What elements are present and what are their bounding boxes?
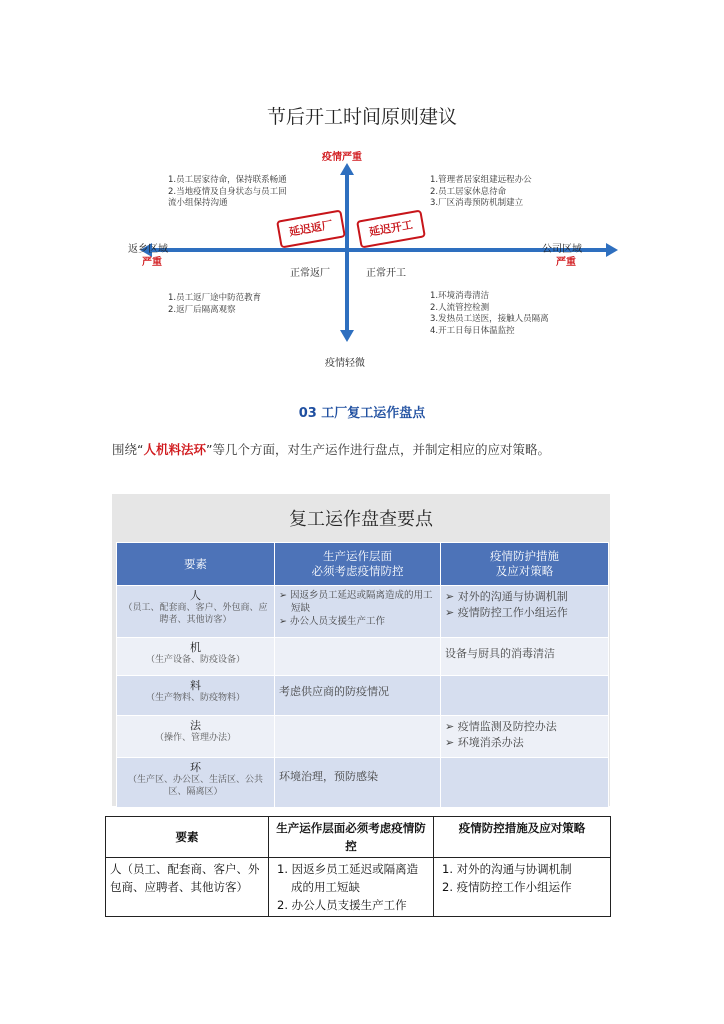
factor-cell: 人（员工、配套商、客户、外包商、应聘者、其他访客）	[106, 858, 269, 917]
factor-name: 机	[190, 641, 201, 654]
bullet-item: ➢ 因返乡员工延迟或隔离造成的用工短缺	[279, 590, 433, 614]
quad-line: 3.发热员工送医，接触人员隔离	[430, 314, 549, 324]
factor-sub: （操作、管理办法）	[154, 733, 236, 743]
table-row	[117, 758, 609, 808]
table-row	[117, 638, 609, 676]
bullet-item: ➢ 对外的沟通与协调机制	[445, 590, 568, 603]
arrow-up-icon	[340, 163, 354, 175]
quadrant-bottom-left	[168, 293, 261, 316]
production-cell	[275, 638, 441, 676]
protection-cell	[441, 758, 609, 808]
arrow-down-icon	[340, 330, 354, 342]
table-row	[106, 858, 611, 917]
header-production: 生产运作层面必须考虑疫情防控	[269, 817, 434, 858]
bullet-text: 因返乡员工延迟或隔离造成的用工短缺	[289, 590, 433, 614]
protection-cell	[434, 858, 611, 917]
bullet-text: 疫情监测及防控办法	[457, 720, 557, 733]
header-factor: 要素	[106, 817, 269, 858]
production-cell	[275, 676, 441, 716]
axis-left-label: 返乡区域	[128, 244, 168, 255]
section-heading: 03 工厂复工运作盘点	[298, 406, 426, 421]
factor-sub: （生产区、办公区、生活区、公共区、隔离区）	[127, 775, 263, 797]
factor-cell	[117, 716, 275, 758]
para-text: ”等几个方面，对生产运作进行盘点，并制定相应的应对策略。	[206, 442, 550, 457]
table-row	[117, 716, 609, 758]
list-item: 1. 对外的沟通与协调机制	[442, 862, 572, 876]
bullet-text: 疫情防控工作小组运作	[457, 606, 568, 619]
axis-right-sub: 严重	[556, 257, 576, 268]
header-text: 生产运作层面 必须考虑疫情防控	[311, 549, 404, 578]
quadrant-bottom-right	[430, 291, 549, 337]
factor-name: 料	[190, 679, 201, 692]
factor-sub: （生产设备、防疫设备）	[145, 655, 245, 665]
production-cell	[275, 716, 441, 758]
quad-line: 2.人流管控检测	[430, 302, 490, 313]
bullet-text: 环境消杀办法	[457, 736, 524, 749]
quad-line: 1.环境消毒清洁	[430, 291, 490, 301]
vertical-axis	[345, 172, 349, 332]
quad-line: 3.厂区消毒预防机制建立	[430, 198, 524, 208]
stamp-delay-start: 延迟开工	[356, 209, 426, 248]
table-row	[117, 586, 609, 638]
bullet-item: ➢ 办公人员支援生产工作	[279, 616, 385, 627]
bullet-text: 对外的沟通与协调机制	[457, 590, 568, 603]
para-text: 围绕“	[112, 442, 144, 457]
table-image-title: 复工运作盘查要点	[289, 509, 433, 530]
quad-line: 1.员工居家待命，保持联系畅通	[168, 175, 287, 185]
bullet-item: ➢ 环境消杀办法	[445, 736, 524, 749]
factor-name: 人	[190, 589, 201, 602]
table-header-row	[117, 543, 609, 586]
bullet-item: ➢ 疫情监测及防控办法	[445, 720, 557, 733]
factor-name: 法	[190, 719, 201, 732]
horizontal-axis	[150, 248, 610, 252]
bullet-item: ➢ 疫情防控工作小组运作	[445, 606, 568, 619]
factor-cell	[117, 758, 275, 808]
production-cell	[269, 858, 434, 917]
header-production	[275, 543, 441, 586]
text-table-header	[106, 817, 611, 858]
axis-left-sub: 严重	[142, 257, 162, 268]
checkpoint-table	[116, 542, 609, 808]
protection-cell	[441, 676, 609, 716]
axis-bottom-label: 疫情轻微	[325, 358, 365, 369]
table-row	[117, 676, 609, 716]
arrow-right-icon	[606, 243, 618, 257]
header-text: 疫情防护措施 及应对策略	[490, 549, 559, 578]
quad-line: 2.当地疫情及自身状态与员工回	[168, 186, 287, 197]
list-item: 1. 因返乡员工延迟或隔离造成的用工短缺	[277, 862, 419, 894]
factor-name: 环	[190, 761, 201, 774]
cell-text: 设备与厨具的消毒清洁	[445, 647, 555, 660]
protection-cell	[441, 586, 609, 638]
section-paragraph	[112, 440, 620, 460]
para-highlight: 人机料法环	[143, 442, 206, 457]
quad-line: 1.管理者居家组建远程办公	[430, 175, 532, 185]
factor-sub: （员工、配套商、客户、外包商、应聘者、其他访客）	[123, 603, 268, 625]
bullet-text: 办公人员支援生产工作	[289, 616, 385, 627]
factor-sub: （生产物料、防疫物料）	[145, 693, 245, 703]
quad-line: 4.开工日每日体温监控	[430, 325, 515, 336]
text-table	[105, 816, 611, 917]
factor-cell	[117, 676, 275, 716]
list-item: 2. 办公人员支援生产工作	[277, 898, 407, 912]
label-normal-start: 正常开工	[366, 268, 406, 279]
list-item: 2. 疫情防控工作小组运作	[442, 880, 572, 894]
factor-cell	[117, 586, 275, 638]
header-protection	[441, 543, 609, 586]
quadrant-top-right	[430, 175, 532, 210]
label-normal-return: 正常返厂	[290, 268, 330, 279]
stamp-delay-return: 延迟返厂	[276, 209, 346, 248]
production-cell	[275, 758, 441, 808]
diagram-title: 节后开工时间原则建议	[266, 106, 457, 128]
quad-line: 1.员工返厂途中防范教育	[168, 293, 262, 303]
axis-top-label: 疫情严重	[322, 152, 362, 163]
quad-line: 2.返厂后隔离观察	[168, 304, 236, 315]
header-protection: 疫情防控措施及应对策略	[434, 817, 611, 858]
protection-cell	[441, 716, 609, 758]
production-cell	[275, 586, 441, 638]
quadrant-top-left	[168, 175, 287, 210]
axis-right-label: 公司区域	[542, 244, 582, 255]
protection-cell	[441, 638, 609, 676]
header-factor: 要素	[117, 543, 275, 586]
quad-line: 流小组保持沟通	[168, 198, 228, 208]
quad-line: 2.员工居家休息待命	[430, 186, 507, 197]
cell-text: 环境治理，预防感染	[279, 770, 378, 783]
factor-cell	[117, 638, 275, 676]
cell-text: 考虑供应商的防疫情况	[279, 685, 389, 698]
